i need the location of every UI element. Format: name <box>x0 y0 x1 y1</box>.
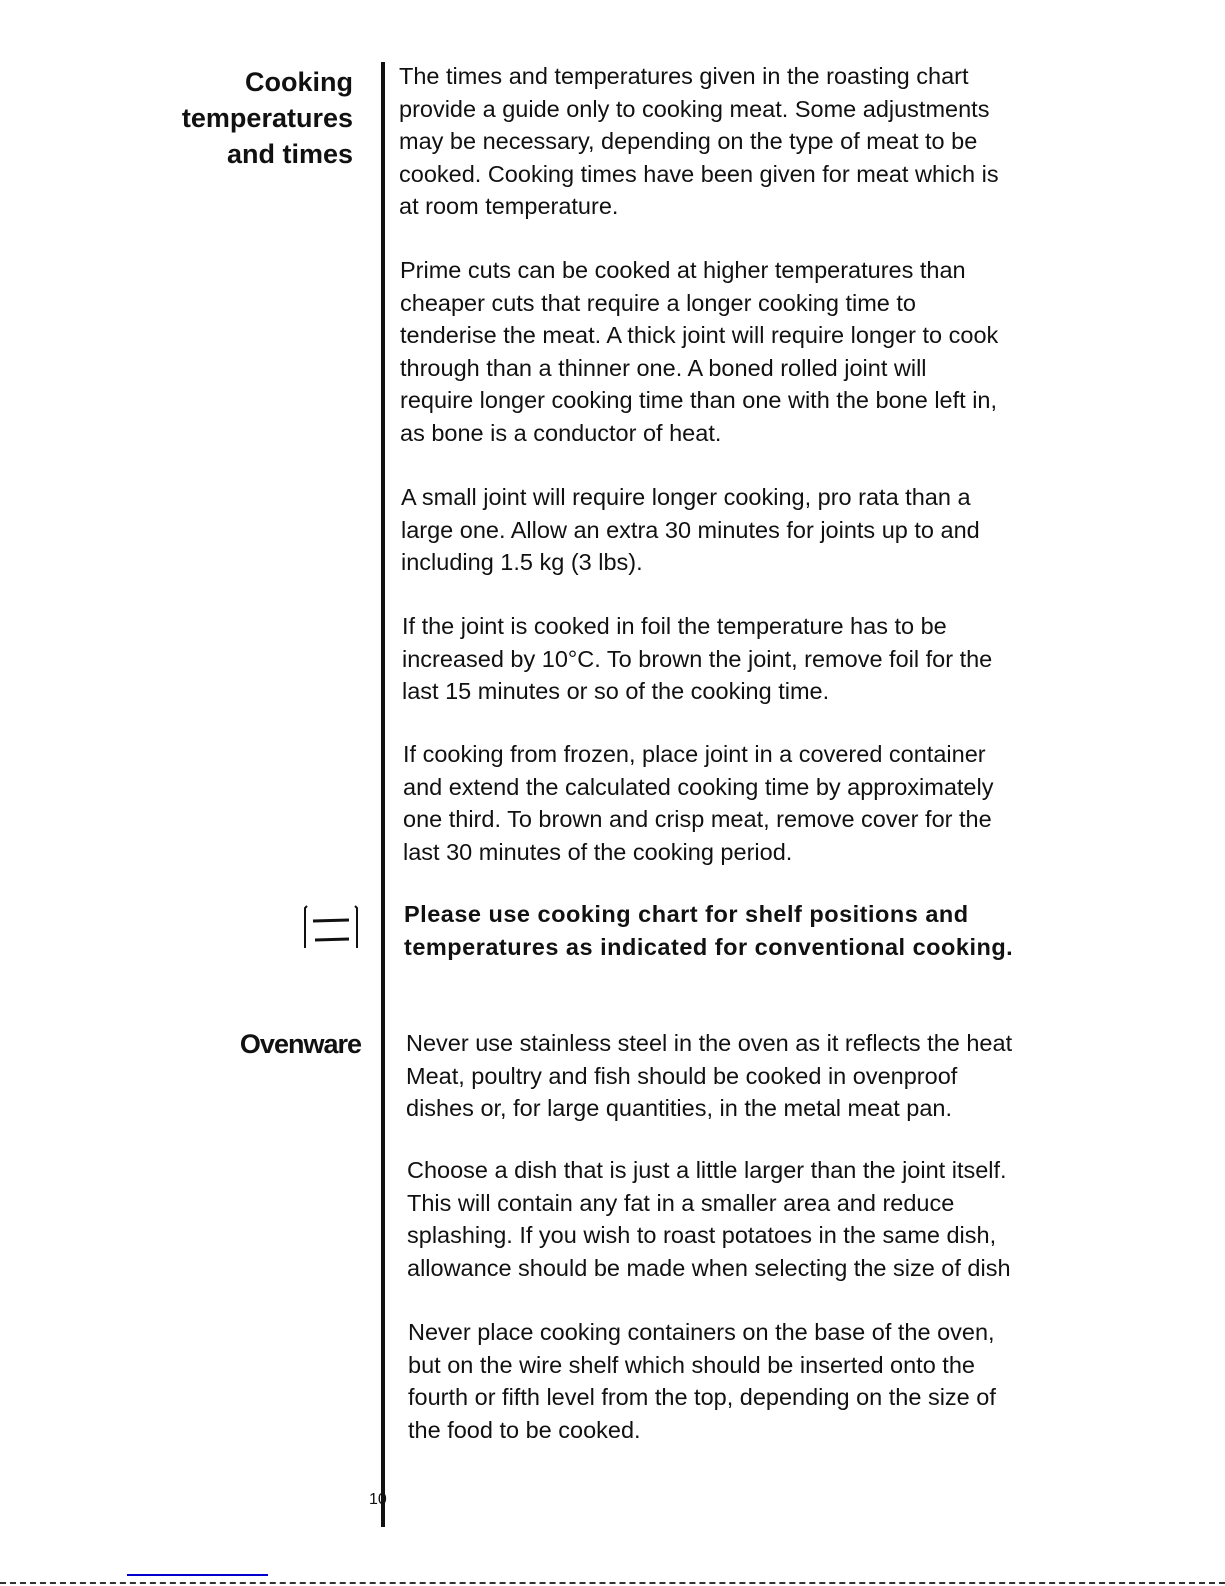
line: tenderise the meat. A thick joint will require longer to cook <box>400 322 999 348</box>
line: require longer cooking time than one with the bone left in, <box>400 387 998 413</box>
line: as bone is a conductor of heat. <box>400 419 722 446</box>
page-bottom-rule <box>0 1582 1225 1586</box>
paragraph <box>400 254 998 449</box>
line: splashing. If you wish to roast potatoes in the same dish, <box>407 1222 997 1248</box>
line: cooked. Cooking times have been given for meat which is <box>399 160 999 187</box>
line: increased by 10°C. To brown the joint, remove foil for the <box>402 645 993 672</box>
heading-line: and times <box>226 139 353 169</box>
line: Never place cooking containers on the base of the oven, <box>408 1319 995 1345</box>
line: Choose a dish that is just a little larger than the joint itself. <box>407 1157 1007 1183</box>
paragraph <box>399 60 999 223</box>
line: The times and temperatures given in the roasting chart <box>399 63 969 89</box>
line: and extend the calculated cooking time by approximately <box>403 773 994 800</box>
paragraph <box>402 610 992 708</box>
line: large one. Allow an extra 30 minutes for joints up to and <box>401 516 980 543</box>
heading-line: temperatures <box>181 103 353 133</box>
line: last 30 minutes of the cooking period. <box>403 838 793 865</box>
line: cheaper cuts that require a longer cooking time to <box>400 289 916 316</box>
line: including 1.5 kg (3 lbs). <box>401 549 643 575</box>
conventional-oven-icon <box>303 904 359 950</box>
shelf-position-note <box>404 898 1013 963</box>
heading-line: Cooking <box>245 67 353 97</box>
heading-ovenware <box>240 1026 361 1062</box>
line: at room temperature. <box>399 193 619 219</box>
line: temperatures as indicated for conventional cooking. <box>404 933 1014 960</box>
line: provide a guide only to cooking meat. Some adjustments <box>399 95 990 122</box>
heading-cooking-temperatures <box>182 64 353 172</box>
line: Never use stainless steel in the oven as it reflects the heat <box>406 1030 1013 1056</box>
line: may be necessary, depending on the type of meat to be <box>399 128 978 154</box>
line: This will contain any fat in a smaller area and reduce <box>407 1189 955 1216</box>
line: one third. To brown and crisp meat, remove cover for the <box>403 806 992 832</box>
line: through than a thinner one. A boned rolled joint will <box>400 354 927 381</box>
paragraph <box>406 1027 1012 1125</box>
line: If the joint is cooked in foil the temperature has to be <box>402 613 947 639</box>
paragraph <box>407 1154 1011 1284</box>
line: fourth or fifth level from the top, depending on the size of <box>408 1384 996 1410</box>
line: last 15 minutes or so of the cooking time. <box>402 678 830 704</box>
link-underline[interactable] <box>127 1574 268 1576</box>
line: Prime cuts can be cooked at higher temperatures than <box>400 257 966 283</box>
margin-rule <box>381 62 385 1527</box>
line: Meat, poultry and fish should be cooked in ovenproof <box>406 1062 958 1089</box>
line: Please use cooking chart for shelf positions and <box>404 901 969 927</box>
paragraph <box>408 1316 996 1446</box>
line: If cooking from frozen, place joint in a covered container <box>403 741 986 767</box>
heading-line: Ovenware <box>239 1029 361 1059</box>
page-number: 10 <box>369 1491 387 1508</box>
paragraph <box>401 481 980 579</box>
line: A small joint will require longer cooking, pro rata than a <box>401 484 971 510</box>
line: allowance should be made when selecting the size of dish <box>407 1254 1011 1281</box>
line: the food to be cooked. <box>408 1416 641 1443</box>
line: but on the wire shelf which should be inserted onto the <box>408 1351 975 1378</box>
paragraph <box>403 738 993 868</box>
line: dishes or, for large quantities, in the metal meat pan. <box>406 1095 953 1121</box>
